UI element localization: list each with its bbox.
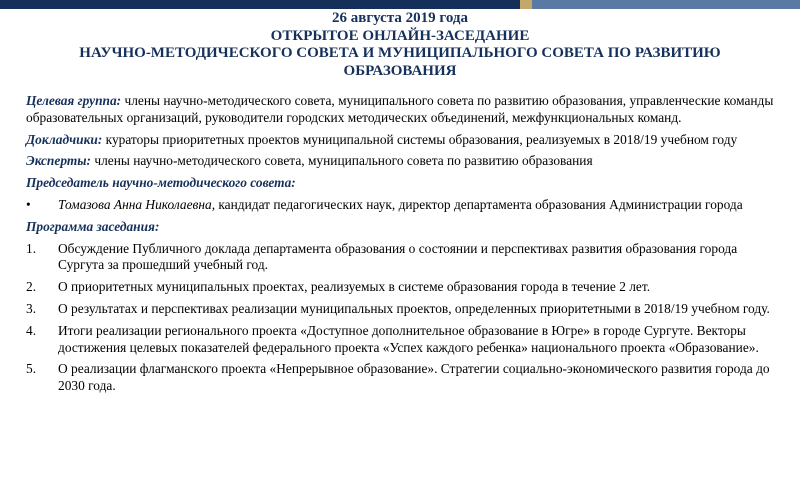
- program-item-number: 2.: [26, 279, 37, 295]
- chair-label: Председатель научно-методического совета:: [26, 175, 296, 191]
- header-title-line3: ОБРАЗОВАНИЯ: [343, 62, 457, 79]
- document-body: [26, 93, 786, 400]
- program-item: [26, 323, 786, 357]
- program-item-text: О результатах и перспективах реализации муниципальных проектов, определенных приоритетными в 2018/19 учебном году.: [58, 300, 770, 316]
- program-item: [26, 279, 786, 296]
- program-item-number: 5.: [26, 361, 37, 377]
- program-item-text: О реализации флагманского проекта «Непрерывное образование». Стратегии социально-экономического развития города до 2030 года.: [58, 361, 770, 394]
- chair-bullet: •: [26, 196, 31, 212]
- experts-label: Эксперты:: [26, 153, 92, 169]
- program-item-number: 1.: [26, 240, 37, 256]
- program-item: [26, 301, 786, 318]
- program-item-text: Итоги реализации регионального проекта «Доступное дополнительное образование в Югре» в городе Сургуте. Векторы достижения целевых показателей федерального проекта «Успех каждого ребенка» национального проекта «Образование».: [58, 322, 759, 355]
- top-bar-gold-segment: [520, 0, 532, 9]
- program-paragraph: [26, 219, 786, 236]
- target-group-paragraph: [26, 93, 786, 127]
- program-item-number: 3.: [26, 300, 37, 316]
- speakers-text: кураторы приоритетных проектов муниципальной системы образования, реализуемых в 2018/19 учебном году: [102, 131, 738, 147]
- program-label: Программа заседания:: [26, 218, 160, 234]
- program-item: [26, 241, 786, 275]
- program-item-text: О приоритетных муниципальных проектах, реализуемых в системе образования города в течение 2 лет.: [58, 279, 651, 295]
- chair-paragraph: [26, 175, 786, 192]
- experts-paragraph: [26, 153, 786, 170]
- program-item-number: 4.: [26, 322, 37, 338]
- chair-name: Томазова Анна Николаевна: [58, 196, 212, 212]
- program-item-text: Обсуждение Публичного доклада департамента образования о состоянии и перспективах развития образования города Сургута за прошедший учебный год.: [58, 240, 738, 273]
- header-title-line2: НАУЧНО-МЕТОДИЧЕСКОГО СОВЕТА И МУНИЦИПАЛЬНОГО СОВЕТА ПО РАЗВИТИЮ: [79, 45, 721, 61]
- speakers-label: Докладчики:: [26, 131, 103, 147]
- top-bar-dark-segment: [0, 0, 520, 9]
- chair-description: , кандидат педагогических наук, директор департамента образования Администрации города: [211, 196, 743, 212]
- target-group-text: члены научно-методического совета, муниципального совета по развитию образования, управленческие команды образовательных организаций, руководители городских методических объединений, межфункциональных команд.: [26, 93, 774, 125]
- top-decorative-bar: [0, 0, 800, 9]
- header-title-line1: ОТКРЫТОЕ ОНЛАЙН-ЗАСЕДАНИЕ: [270, 27, 530, 44]
- chair-text: [58, 197, 786, 214]
- chair-bullet-item: [26, 197, 786, 214]
- experts-text: члены научно-методического совета, муниципального совета по развитию образования: [91, 153, 593, 169]
- document-header: [0, 10, 800, 80]
- speakers-paragraph: [26, 132, 786, 149]
- target-group-label: Целевая группа:: [26, 93, 122, 108]
- top-bar-light-segment: [532, 0, 800, 9]
- header-date: 26 августа 2019 года: [331, 10, 468, 26]
- program-item: [26, 361, 786, 395]
